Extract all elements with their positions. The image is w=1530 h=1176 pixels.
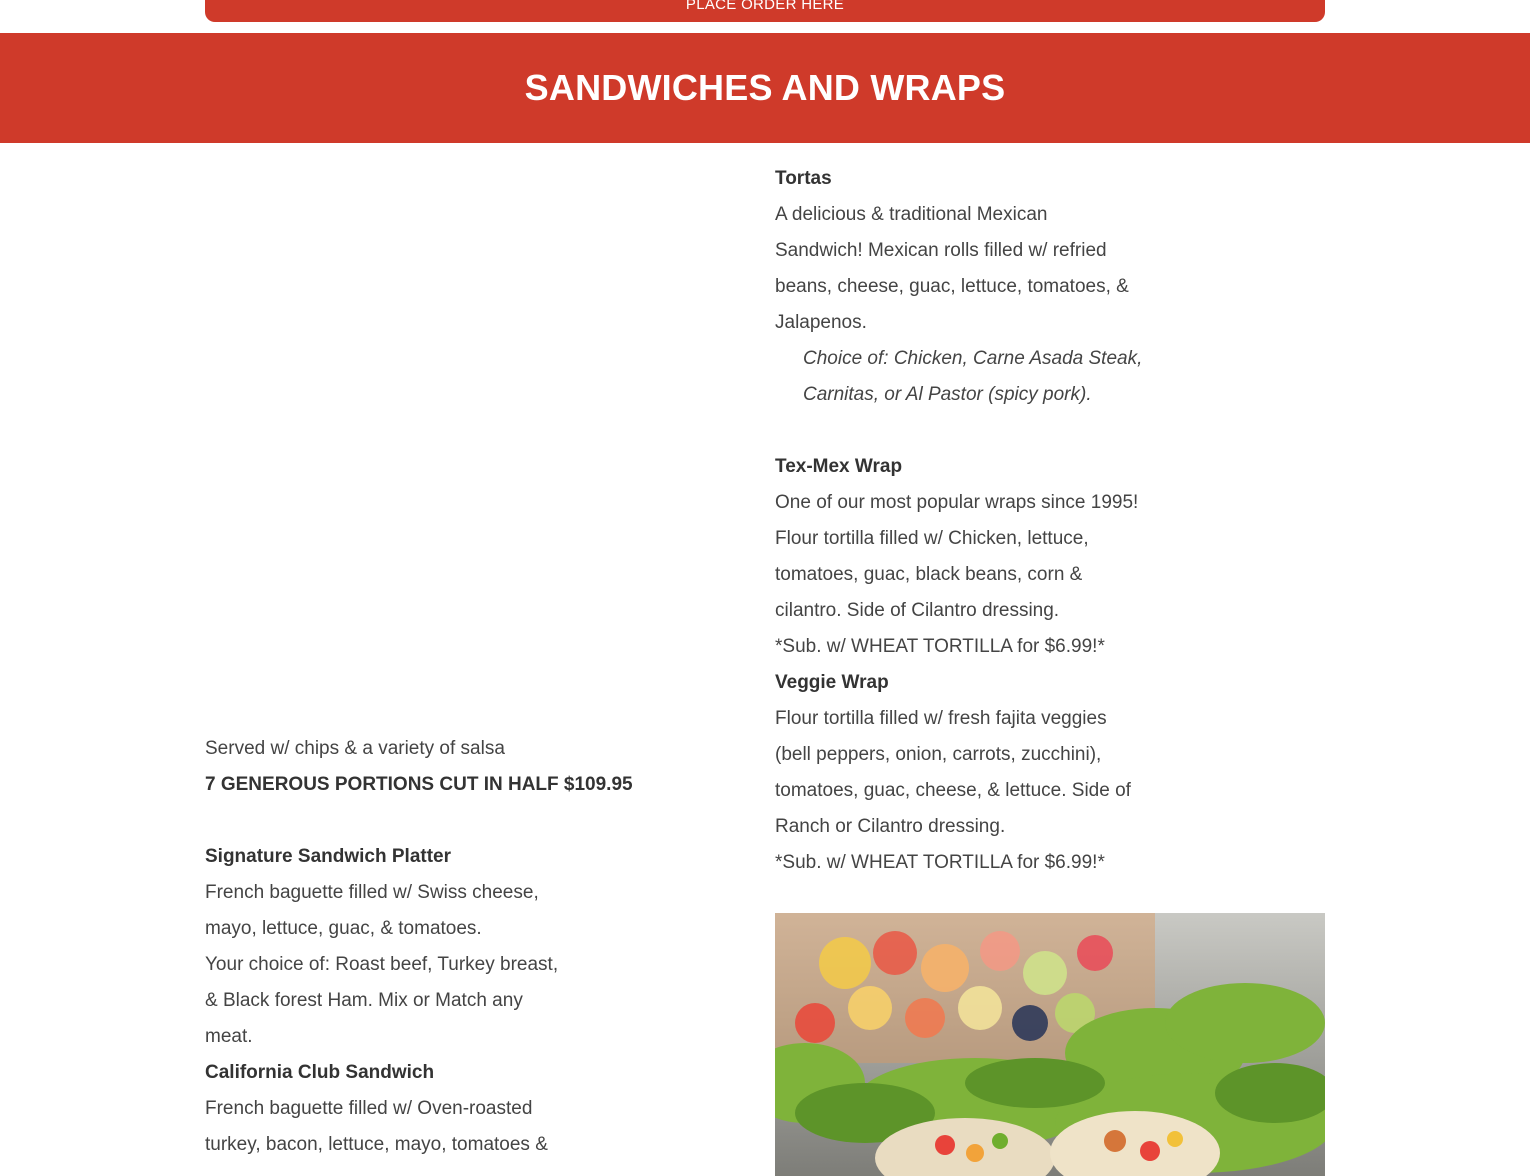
tortas-line: beans, cheese, guac, lettuce, tomatoes, & [775, 276, 1129, 297]
place-order-label: PLACE ORDER HERE [685, 0, 845, 13]
signature-line: Your choice of: Roast beef, Turkey breast, [205, 954, 559, 975]
signature-line: French baguette filled w/ Swiss cheese, [205, 882, 539, 903]
veggie-line: tomatoes, guac, cheese, & lettuce. Side of [775, 780, 1131, 801]
tortas-title: Tortas [775, 168, 832, 189]
signature-line: & Black forest Ham. Mix or Match any [205, 990, 523, 1011]
spacer [775, 413, 1175, 449]
signature-platter-title: Signature Sandwich Platter [205, 846, 451, 867]
signature-line: mayo, lettuce, guac, & tomatoes. [205, 918, 482, 939]
california-club-title: California Club Sandwich [205, 1062, 435, 1083]
california-line: turkey, bacon, lettuce, mayo, tomatoes & [205, 1134, 548, 1155]
place-order-button[interactable] [205, 0, 1325, 22]
tortas-choice: Choice of: Chicken, Carne Asada Steak, [803, 348, 1143, 369]
texmex-title: Tex-Mex Wrap [775, 456, 903, 477]
spacer [205, 803, 645, 839]
right-column [775, 161, 1175, 881]
texmex-line: One of our most popular wraps since 1995! [775, 492, 1139, 513]
tortas-line: Jalapenos. [775, 312, 867, 333]
veggie-title: Veggie Wrap [775, 672, 889, 693]
tortas-line: A delicious & traditional Mexican [775, 204, 1048, 225]
texmex-line: *Sub. w/ WHEAT TORTILLA for $6.99!* [775, 636, 1105, 657]
veggie-line: *Sub. w/ WHEAT TORTILLA for $6.99!* [775, 852, 1105, 873]
signature-line: meat. [205, 1026, 253, 1047]
texmex-line: Flour tortilla filled w/ Chicken, lettuce, [775, 528, 1089, 549]
wrap-platter-photo [775, 913, 1325, 1176]
tortas-choice: Carnitas, or Al Pastor (spicy pork). [803, 384, 1092, 405]
section-title: SANDWICHES AND WRAPS [524, 67, 1006, 108]
texmex-line: tomatoes, guac, black beans, corn & [775, 564, 1083, 585]
veggie-line: Ranch or Cilantro dressing. [775, 816, 1006, 837]
california-line: French baguette filled w/ Oven-roasted [205, 1098, 533, 1119]
served-note: Served w/ chips & a variety of salsa [205, 738, 505, 759]
veggie-line: (bell peppers, onion, carrots, zucchini), [775, 744, 1102, 765]
portions-price: 7 GENEROUS PORTIONS CUT IN HALF $109.95 [205, 774, 633, 795]
veggie-line: Flour tortilla filled w/ fresh fajita veggies [775, 708, 1107, 729]
tortas-line: Sandwich! Mexican rolls filled w/ refried [775, 240, 1107, 261]
left-column [205, 731, 645, 1163]
section-header-band [0, 33, 1530, 143]
texmex-line: cilantro. Side of Cilantro dressing. [775, 600, 1060, 621]
